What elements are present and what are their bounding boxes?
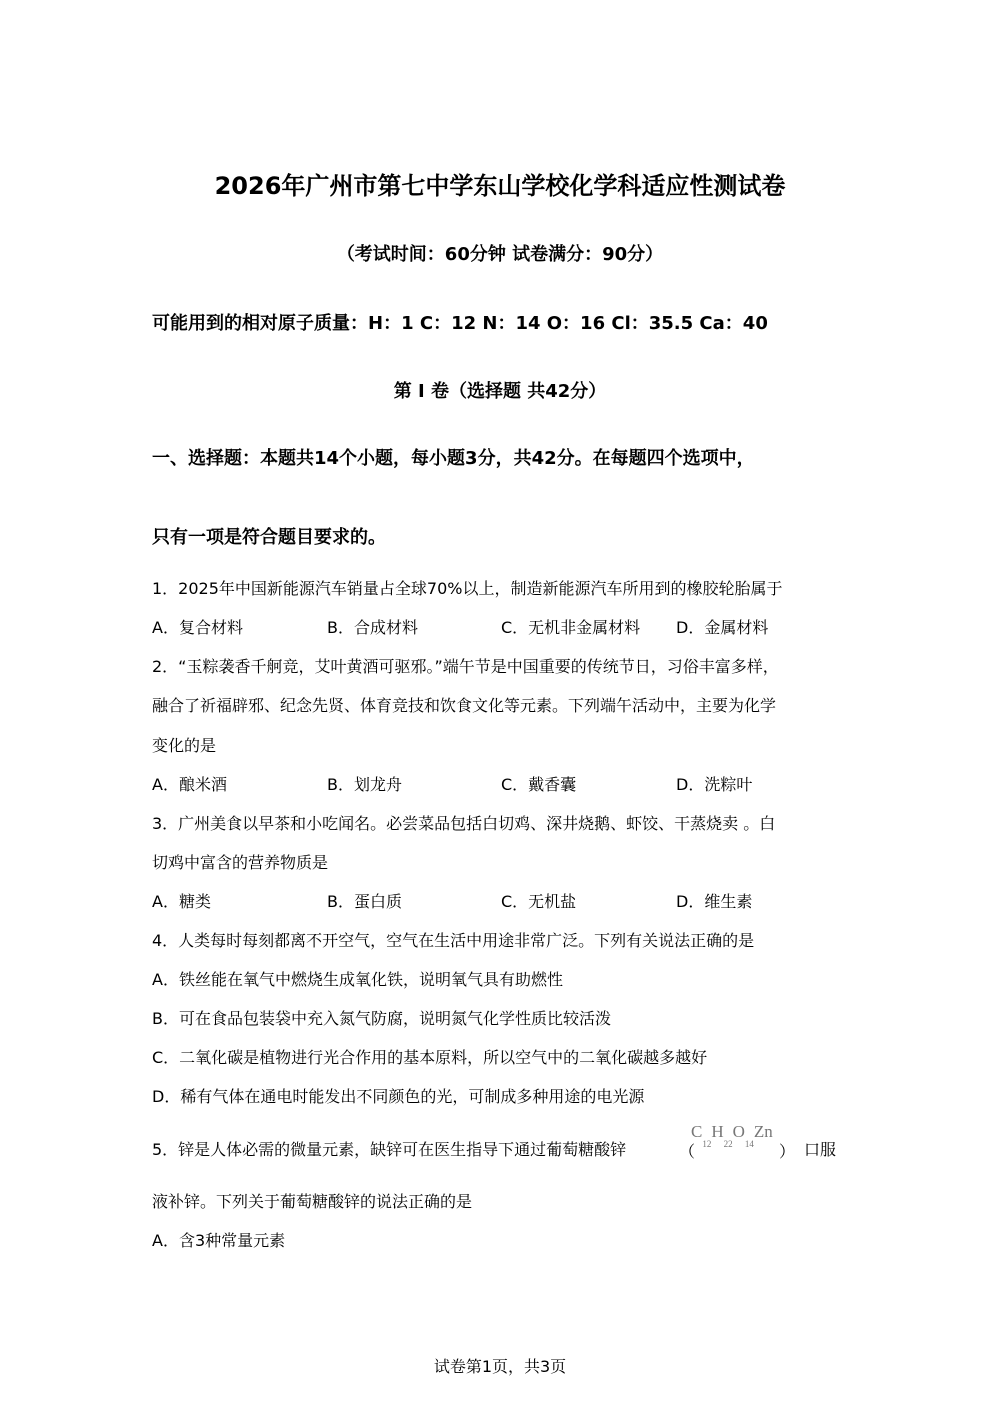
- formula-paren-close: ）: [779, 1142, 796, 1161]
- q3-option-b: B．蛋白质: [327, 892, 402, 911]
- zinc-gluconate-formula: [679, 1122, 796, 1162]
- q4-option-c: C．二氧化碳是植物进行光合作用的基本原料，所以空气中的二氧化碳越多越好: [152, 1048, 708, 1067]
- q3-option-a: A．糖类: [152, 892, 211, 911]
- q1-option-a: A．复合材料: [152, 618, 243, 637]
- q1-option-c: C．无机非金属材料: [501, 618, 641, 637]
- q2-option-b: B．划龙舟: [327, 775, 402, 794]
- q3-stem-line-2: 切鸡中富含的营养物质是: [152, 853, 329, 872]
- q2-stem-line-2: 融合了祈福辟邪、纪念先贤、体育竞技和饮食文化等元素。下列端午活动中，主要为化学: [152, 696, 777, 715]
- q5-stem-after: 口服: [804, 1140, 837, 1159]
- q1-stem: 1．2025年中国新能源汽车销量占全球70%以上，制造新能源汽车所用到的橡胶轮胎属于: [152, 579, 783, 598]
- q3-option-c: C．无机盐: [501, 892, 577, 911]
- atomic-mass-line: 可能用到的相对原子质量：H：1 C：12 N：14 O：16 Cl：35.5 Ca：40: [152, 313, 768, 334]
- q2-option-c: C．戴香囊: [501, 775, 577, 794]
- q4-stem: 4．人类每时每刻都离不开空气，空气在生活中用途非常广泛。下列有关说法正确的是: [152, 931, 755, 950]
- q1-option-d: D．金属材料: [676, 618, 769, 637]
- instruction-line-2: 只有一项是符合题目要求的。: [152, 527, 386, 548]
- q5-stem-line-1: 5．锌是人体必需的微量元素，缺锌可在医生指导下通过葡萄糖酸锌: [152, 1140, 627, 1159]
- q2-option-d: D．洗粽叶: [676, 775, 753, 794]
- page-footer: 试卷第1页，共3页: [433, 1357, 567, 1376]
- section-title: 第 I 卷（选择题 共42分）: [393, 381, 607, 402]
- q2-stem-line-1: 2．“玉粽袭香千舸竞，艾叶黄酒可驱邪。”端午节是中国重要的传统节日，习俗丰富多样，: [152, 657, 779, 676]
- exam-subtitle: （考试时间：60分钟 试卷满分：90分）: [336, 244, 664, 265]
- q4-option-b: B．可在食品包装袋中充入氮气防腐，说明氮气化学性质比较活泼: [152, 1009, 611, 1028]
- q4-option-d: D．稀有气体在通电时能发出不同颜色的光，可制成多种用途的电光源: [152, 1087, 645, 1106]
- q5-stem-line-2: 液补锌。下列关于葡萄糖酸锌的说法正确的是: [152, 1192, 473, 1211]
- q2-stem-line-3: 变化的是: [152, 736, 217, 755]
- instruction-line-1: 一、选择题：本题共14个小题，每小题3分，共42分。在每题四个选项中，: [152, 448, 755, 469]
- q3-stem-line-1: 3．广州美食以早茶和小吃闻名。必尝菜品包括白切鸡、深井烧鹅、虾饺、干蒸烧卖 。白: [152, 814, 776, 833]
- q1-option-b: B．合成材料: [327, 618, 418, 637]
- q2-option-a: A．酿米酒: [152, 775, 227, 794]
- formula-paren-open: （: [679, 1142, 696, 1161]
- q4-option-a: A．铁丝能在氧气中燃烧生成氧化铁，说明氧气具有助燃性: [152, 970, 563, 989]
- q3-option-d: D．维生素: [676, 892, 753, 911]
- formula-text: $C_{12}H_{22}O_{14}Zn$: [691, 1122, 773, 1149]
- q5-option-a: A．含3种常量元素: [152, 1231, 286, 1250]
- exam-title: 2026年广州市第七中学东山学校化学科适应性测试卷: [214, 172, 786, 200]
